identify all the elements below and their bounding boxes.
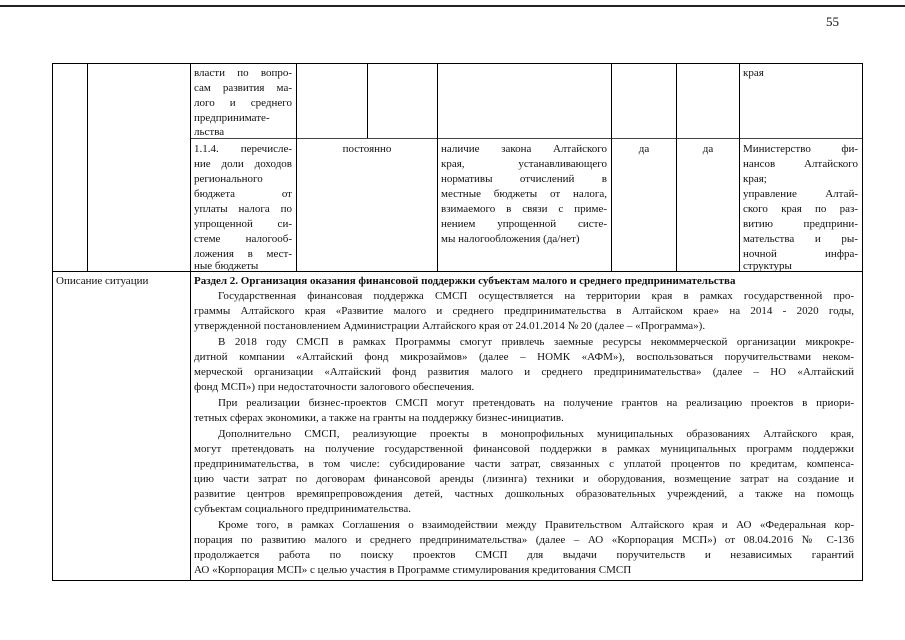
text-line: Дополнительно СМСП, реализующие проекты в монопрофильных муниципальных образованиях Алтайского края,: [218, 428, 854, 440]
text-line: нормативы отчислений в: [441, 173, 607, 185]
text-line: развитие центров времяпрепровождения детей, частных дошкольных образовательных учреждений, а также на помощь: [194, 488, 854, 500]
text-line: мательства и ры-: [743, 233, 858, 245]
text-line: края;: [743, 173, 767, 185]
text-line: утвержденной постановлением Администрации Алтайского края от 24.01.2014 № 20 (далее – «Программа»).: [194, 320, 706, 332]
text-line: бюджета от: [194, 188, 292, 200]
text-line: местные бюджеты от налога,: [441, 188, 607, 200]
text-line: ночной инфра-: [743, 248, 858, 260]
text-line: фонд МСП») при недостаточности залогового обеспечения.: [194, 381, 475, 393]
row2-col6: да: [638, 143, 650, 155]
top-rule: [0, 5, 905, 7]
text-line: ского края по раз-: [743, 203, 858, 215]
row2-col4: постоянно: [342, 143, 392, 155]
text-line: АО «Корпорация МСП» с целью участия в Программе стимулирования кредитования СМСП: [194, 564, 632, 576]
text-line: ные бюджеты: [194, 260, 259, 272]
text-line: Министерство фи-: [743, 143, 858, 155]
text-line: порация по развитию малого и среднего предпринимательства» (далее – АО «Корпорация МСП») от 08.04.2016 № С-136: [194, 534, 854, 546]
text-line: наличие закона Алтайского: [441, 143, 607, 155]
text-line: льства: [194, 126, 225, 138]
text-line: взимаемого в связи с приме-: [441, 203, 607, 215]
text-line: управление Алтай-: [743, 188, 858, 200]
text-line: лого и среднего: [194, 97, 292, 109]
text-line: продолжается работа по поиску проектов СМСП для выдачи поручительств и независимых гарантий: [194, 549, 854, 561]
text-line: власти по вопро-: [194, 67, 292, 79]
text-line: В 2018 году СМСП в рамках Программы смогут привлечь заемные ресурсы некоммерческой организации микрокре-: [218, 336, 854, 348]
text-line: регионального: [194, 173, 263, 185]
text-line: сам развития ма-: [194, 82, 292, 94]
text-line: могут претендовать на получение государственной финансовой поддержки в рамках муниципальных программ поддержки: [194, 443, 854, 455]
text-line: мы налогообложения (да/нет): [441, 233, 580, 245]
text-line: структуры: [743, 260, 792, 272]
text-line: При реализации бизнес-проектов СМСП могут претендовать на получение грантов на реализацию проектов в приори-: [218, 397, 854, 409]
text-line: дитной компании «Алтайский фонд микрозаймов» (далее – НОМК «АФМ»), воспользоваться поручительствами неком-: [194, 351, 854, 363]
text-line: предпринимательства, в том числе: субсидирование части затрат, связанных с уплатой процентов по кредитам, компенса-: [194, 458, 854, 470]
text-line: тетных сферах экономики, а также на гранты на поддержку бизнес-инициатив.: [194, 412, 564, 424]
text-line: уплаты налога по: [194, 203, 292, 215]
text-line: 1.1.4. перечисле-: [194, 143, 292, 155]
text-line: края, устанавливающего: [441, 158, 607, 170]
row2-col7: да: [702, 143, 714, 155]
text-line: мерческой организации «Алтайский фонд развития малого и среднего предпринимательства» (далее – НО «Алтайский: [194, 366, 854, 378]
situation-label: Описание ситуации: [56, 275, 149, 287]
text-line: Кроме того, в рамках Соглашения о взаимодействии между Правительством Алтайского края и АО «Федеральная кор-: [218, 519, 854, 531]
text-line: нансов Алтайского: [743, 158, 858, 170]
text-line: стеме налогооб-: [194, 233, 292, 245]
text-line: граммы Алтайского края «Развитие малого и среднего предпринимательства в Алтайском крае» на 2014 - 2020 годы,: [194, 305, 854, 317]
row1-col8: края: [743, 67, 764, 79]
text-line: ложения в мест-: [194, 248, 292, 260]
text-line: нением упрощенной систе-: [441, 218, 607, 230]
text-line: субъектам социального предпринимательства.: [194, 503, 412, 515]
section-title: Раздел 2. Организация оказания финансовой поддержки субъектам малого и среднего предпринимательства: [194, 275, 736, 287]
text-line: цию части затрат по договорам финансовой аренды (лизинга) техники и оборудования, возмещение затрат на создание и: [194, 473, 854, 485]
text-line: предпринимате-: [194, 112, 270, 124]
page-number: 55: [826, 14, 839, 29]
text-line: Государственная финансовая поддержка СМСП осуществляется на территории края в рамках государственной про-: [218, 290, 854, 302]
text-line: витию предприни-: [743, 218, 858, 230]
text-line: ние доли доходов: [194, 158, 292, 170]
text-line: упрощенной си-: [194, 218, 292, 230]
